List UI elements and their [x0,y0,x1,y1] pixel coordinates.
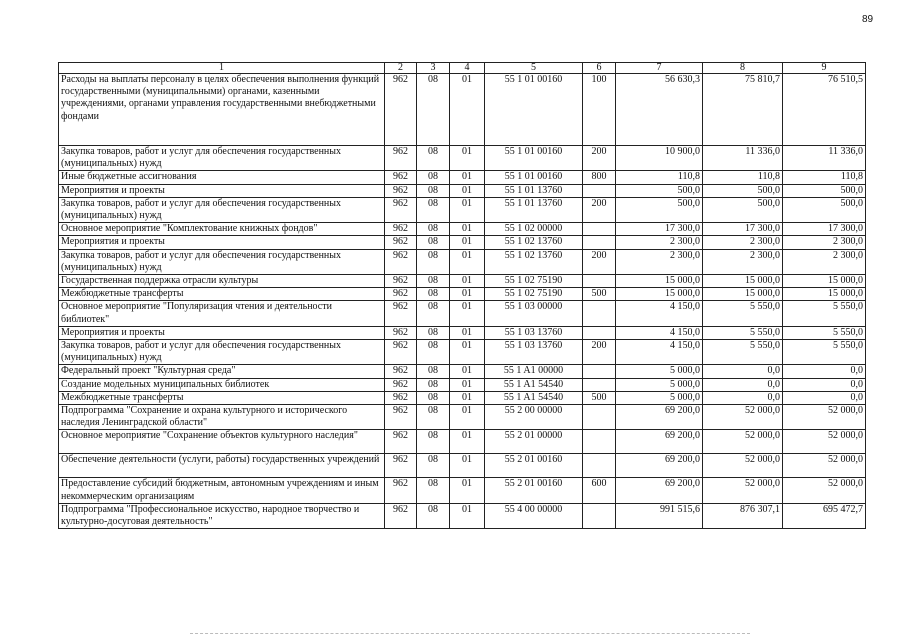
cell-c6 [583,236,616,249]
row-name: Подпрограмма "Профессиональное искусство, народное творчество и культурно-досуговая деятельность" [59,503,385,528]
cell-c8: 2 300,0 [703,236,783,249]
cell-c7: 69 200,0 [616,430,703,454]
row-name: Закупка товаров, работ и услуг для обеспечения государственных (муниципальных) нужд [59,146,385,171]
cell-c3: 08 [417,301,450,326]
cell-c7: 4 150,0 [616,326,703,339]
cell-c6 [583,454,616,478]
column-header: 9 [783,63,866,74]
column-header: 8 [703,63,783,74]
cell-c6: 800 [583,171,616,184]
cell-c4: 01 [450,503,485,528]
cell-c5: 55 1 02 75190 [485,288,583,301]
cell-c7: 5 000,0 [616,391,703,404]
cell-c5: 55 1 02 13760 [485,236,583,249]
cell-c9: 2 300,0 [783,249,866,274]
cell-c9: 15 000,0 [783,275,866,288]
row-name: Основное мероприятие "Популяризация чтения и деятельности библиотек" [59,301,385,326]
cell-c2: 962 [385,503,417,528]
table-row [59,340,866,365]
row-name: Межбюджетные трансферты [59,288,385,301]
row-name: Создание модельных муниципальных библиотек [59,378,385,391]
cell-c3: 08 [417,326,450,339]
cell-c8: 17 300,0 [703,223,783,236]
cell-c6 [583,184,616,197]
cell-c5: 55 1 03 00000 [485,301,583,326]
cell-c8: 2 300,0 [703,249,783,274]
cell-c2: 962 [385,197,417,222]
cell-c4: 01 [450,391,485,404]
cell-c3: 08 [417,184,450,197]
cell-c6 [583,405,616,430]
cell-c6: 200 [583,249,616,274]
cell-c4: 01 [450,171,485,184]
cell-c3: 08 [417,171,450,184]
cell-c2: 962 [385,430,417,454]
cell-c2: 962 [385,249,417,274]
row-name: Мероприятия и проекты [59,326,385,339]
cell-c7: 69 200,0 [616,454,703,478]
cell-c3: 08 [417,146,450,171]
cell-c2: 962 [385,146,417,171]
table-row [59,171,866,184]
row-name: Мероприятия и проекты [59,184,385,197]
column-header: 6 [583,63,616,74]
row-name: Предоставление субсидий бюджетным, автономным учреждениям и иным некоммерческим организациям [59,478,385,503]
cell-c8: 15 000,0 [703,275,783,288]
cell-c3: 08 [417,405,450,430]
cell-c7: 17 300,0 [616,223,703,236]
cell-c5: 55 1 A1 00000 [485,365,583,378]
cell-c7: 4 150,0 [616,340,703,365]
cell-c4: 01 [450,249,485,274]
cell-c5: 55 1 01 13760 [485,184,583,197]
table-row [59,503,866,528]
row-name: Подпрограмма "Сохранение и охрана культурного и исторического наследия Ленинградской области" [59,405,385,430]
cell-c9: 5 550,0 [783,326,866,339]
cell-c5: 55 1 01 00160 [485,74,583,146]
cell-c8: 15 000,0 [703,288,783,301]
table-row [59,146,866,171]
cell-c7: 991 515,6 [616,503,703,528]
cell-c9: 0,0 [783,378,866,391]
cell-c4: 01 [450,326,485,339]
cell-c6: 100 [583,74,616,146]
cell-c6: 500 [583,288,616,301]
cell-c5: 55 2 01 00160 [485,454,583,478]
cell-c2: 962 [385,171,417,184]
cell-c3: 08 [417,275,450,288]
cell-c2: 962 [385,378,417,391]
table-row [59,454,866,478]
row-name: Мероприятия и проекты [59,236,385,249]
cell-c2: 962 [385,275,417,288]
row-name: Основное мероприятие "Комплектование книжных фондов" [59,223,385,236]
cell-c9: 52 000,0 [783,454,866,478]
cell-c9: 0,0 [783,365,866,378]
cell-c3: 08 [417,365,450,378]
cell-c6: 200 [583,340,616,365]
cell-c5: 55 1 01 00160 [485,171,583,184]
table-row [59,288,866,301]
cell-c9: 15 000,0 [783,288,866,301]
cell-c2: 962 [385,391,417,404]
cell-c5: 55 2 01 00160 [485,478,583,503]
cell-c6 [583,223,616,236]
cell-c7: 110,8 [616,171,703,184]
table-row [59,223,866,236]
cell-c7: 500,0 [616,197,703,222]
cell-c5: 55 1 02 13760 [485,249,583,274]
cell-c5: 55 4 00 00000 [485,503,583,528]
cell-c5: 55 1 A1 54540 [485,391,583,404]
cell-c9: 52 000,0 [783,478,866,503]
cell-c8: 110,8 [703,171,783,184]
cell-c8: 11 336,0 [703,146,783,171]
cell-c3: 08 [417,340,450,365]
cell-c8: 52 000,0 [703,454,783,478]
cell-c3: 08 [417,74,450,146]
cell-c3: 08 [417,503,450,528]
cell-c6 [583,365,616,378]
cell-c9: 0,0 [783,391,866,404]
cell-c6: 600 [583,478,616,503]
cell-c5: 55 1 03 13760 [485,340,583,365]
table-row [59,326,866,339]
cell-c6 [583,326,616,339]
cell-c2: 962 [385,326,417,339]
column-header: 3 [417,63,450,74]
cell-c2: 962 [385,454,417,478]
cell-c6: 200 [583,146,616,171]
cell-c9: 52 000,0 [783,405,866,430]
row-name: Закупка товаров, работ и услуг для обеспечения государственных (муниципальных) нужд [59,249,385,274]
cell-c4: 01 [450,223,485,236]
cell-c8: 5 550,0 [703,340,783,365]
table-row [59,365,866,378]
cell-c4: 01 [450,340,485,365]
cell-c5: 55 2 01 00000 [485,430,583,454]
table-row [59,378,866,391]
cell-c3: 08 [417,288,450,301]
cell-c8: 52 000,0 [703,430,783,454]
cell-c9: 500,0 [783,184,866,197]
cell-c8: 876 307,1 [703,503,783,528]
table-row [59,236,866,249]
cell-c5: 55 1 01 13760 [485,197,583,222]
cell-c5: 55 1 02 00000 [485,223,583,236]
cell-c9: 17 300,0 [783,223,866,236]
cell-c6: 500 [583,391,616,404]
cell-c8: 0,0 [703,378,783,391]
cell-c9: 52 000,0 [783,430,866,454]
cell-c7: 69 200,0 [616,405,703,430]
column-header: 7 [616,63,703,74]
cell-c8: 500,0 [703,197,783,222]
cell-c3: 08 [417,378,450,391]
cell-c7: 2 300,0 [616,249,703,274]
cell-c2: 962 [385,365,417,378]
table-row [59,478,866,503]
cell-c2: 962 [385,223,417,236]
cell-c5: 55 1 02 75190 [485,275,583,288]
cell-c9: 695 472,7 [783,503,866,528]
cell-c4: 01 [450,405,485,430]
cell-c8: 52 000,0 [703,405,783,430]
cell-c2: 962 [385,184,417,197]
cell-c4: 01 [450,365,485,378]
cell-c4: 01 [450,74,485,146]
table-row [59,430,866,454]
row-name: Закупка товаров, работ и услуг для обеспечения государственных (муниципальных) нужд [59,197,385,222]
row-name: Расходы на выплаты персоналу в целях обеспечения выполнения функций государственными (муниципальными) органами, казенными учреждениями, органами управления государственными внебюджетными фондами [59,74,385,146]
cell-c9: 5 550,0 [783,301,866,326]
cell-c9: 5 550,0 [783,340,866,365]
table-row [59,275,866,288]
cell-c7: 56 630,3 [616,74,703,146]
cell-c4: 01 [450,378,485,391]
table-row [59,391,866,404]
page-number: 89 [862,14,874,25]
cell-c7: 500,0 [616,184,703,197]
cell-c8: 52 000,0 [703,478,783,503]
cell-c8: 5 550,0 [703,301,783,326]
cell-c6 [583,503,616,528]
cell-c3: 08 [417,236,450,249]
cell-c2: 962 [385,288,417,301]
table-row [59,197,866,222]
cell-c8: 500,0 [703,184,783,197]
cell-c8: 0,0 [703,365,783,378]
cell-c5: 55 2 00 00000 [485,405,583,430]
cell-c9: 11 336,0 [783,146,866,171]
cell-c4: 01 [450,197,485,222]
cell-c9: 500,0 [783,197,866,222]
row-name: Федеральный проект "Культурная среда" [59,365,385,378]
cell-c7: 4 150,0 [616,301,703,326]
cell-c8: 75 810,7 [703,74,783,146]
cell-c8: 0,0 [703,391,783,404]
cell-c9: 2 300,0 [783,236,866,249]
cell-c7: 69 200,0 [616,478,703,503]
column-header: 1 [59,63,385,74]
cell-c7: 10 900,0 [616,146,703,171]
cell-c8: 5 550,0 [703,326,783,339]
cell-c4: 01 [450,478,485,503]
cell-c2: 962 [385,236,417,249]
row-name: Иные бюджетные ассигнования [59,171,385,184]
cell-c2: 962 [385,340,417,365]
cell-c3: 08 [417,391,450,404]
cell-c5: 55 1 01 00160 [485,146,583,171]
row-name: Межбюджетные трансферты [59,391,385,404]
cell-c4: 01 [450,288,485,301]
row-name: Государственная поддержка отрасли культуры [59,275,385,288]
cell-c6 [583,430,616,454]
cell-c3: 08 [417,223,450,236]
cell-c2: 962 [385,74,417,146]
cell-c3: 08 [417,197,450,222]
column-header: 2 [385,63,417,74]
table-row [59,301,866,326]
cell-c6: 200 [583,197,616,222]
cell-c2: 962 [385,405,417,430]
cell-c7: 15 000,0 [616,288,703,301]
cell-c7: 5 000,0 [616,378,703,391]
cell-c7: 15 000,0 [616,275,703,288]
cell-c6 [583,378,616,391]
row-name: Закупка товаров, работ и услуг для обеспечения государственных (муниципальных) нужд [59,340,385,365]
column-header: 5 [485,63,583,74]
cell-c4: 01 [450,275,485,288]
cell-c9: 76 510,5 [783,74,866,146]
cell-c6 [583,301,616,326]
cell-c6 [583,275,616,288]
header-row [59,63,866,74]
cell-c3: 08 [417,478,450,503]
cell-c4: 01 [450,430,485,454]
cell-c2: 962 [385,478,417,503]
cell-c3: 08 [417,430,450,454]
cell-c4: 01 [450,146,485,171]
cell-c4: 01 [450,454,485,478]
cell-c4: 01 [450,301,485,326]
table-row [59,74,866,146]
table-row [59,184,866,197]
budget-table [58,62,866,529]
cell-c7: 5 000,0 [616,365,703,378]
cell-c4: 01 [450,236,485,249]
column-header: 4 [450,63,485,74]
cell-c9: 110,8 [783,171,866,184]
cell-c3: 08 [417,454,450,478]
cell-c5: 55 1 03 13760 [485,326,583,339]
cell-c7: 2 300,0 [616,236,703,249]
cell-c4: 01 [450,184,485,197]
table-row [59,249,866,274]
row-name: Основное мероприятие "Сохранение объектов культурного наследия" [59,430,385,454]
cell-c5: 55 1 A1 54540 [485,378,583,391]
table-row [59,405,866,430]
scan-edge-line [190,633,750,634]
row-name: Обеспечение деятельности (услуги, работы) государственных учреждений [59,454,385,478]
cell-c3: 08 [417,249,450,274]
cell-c2: 962 [385,301,417,326]
